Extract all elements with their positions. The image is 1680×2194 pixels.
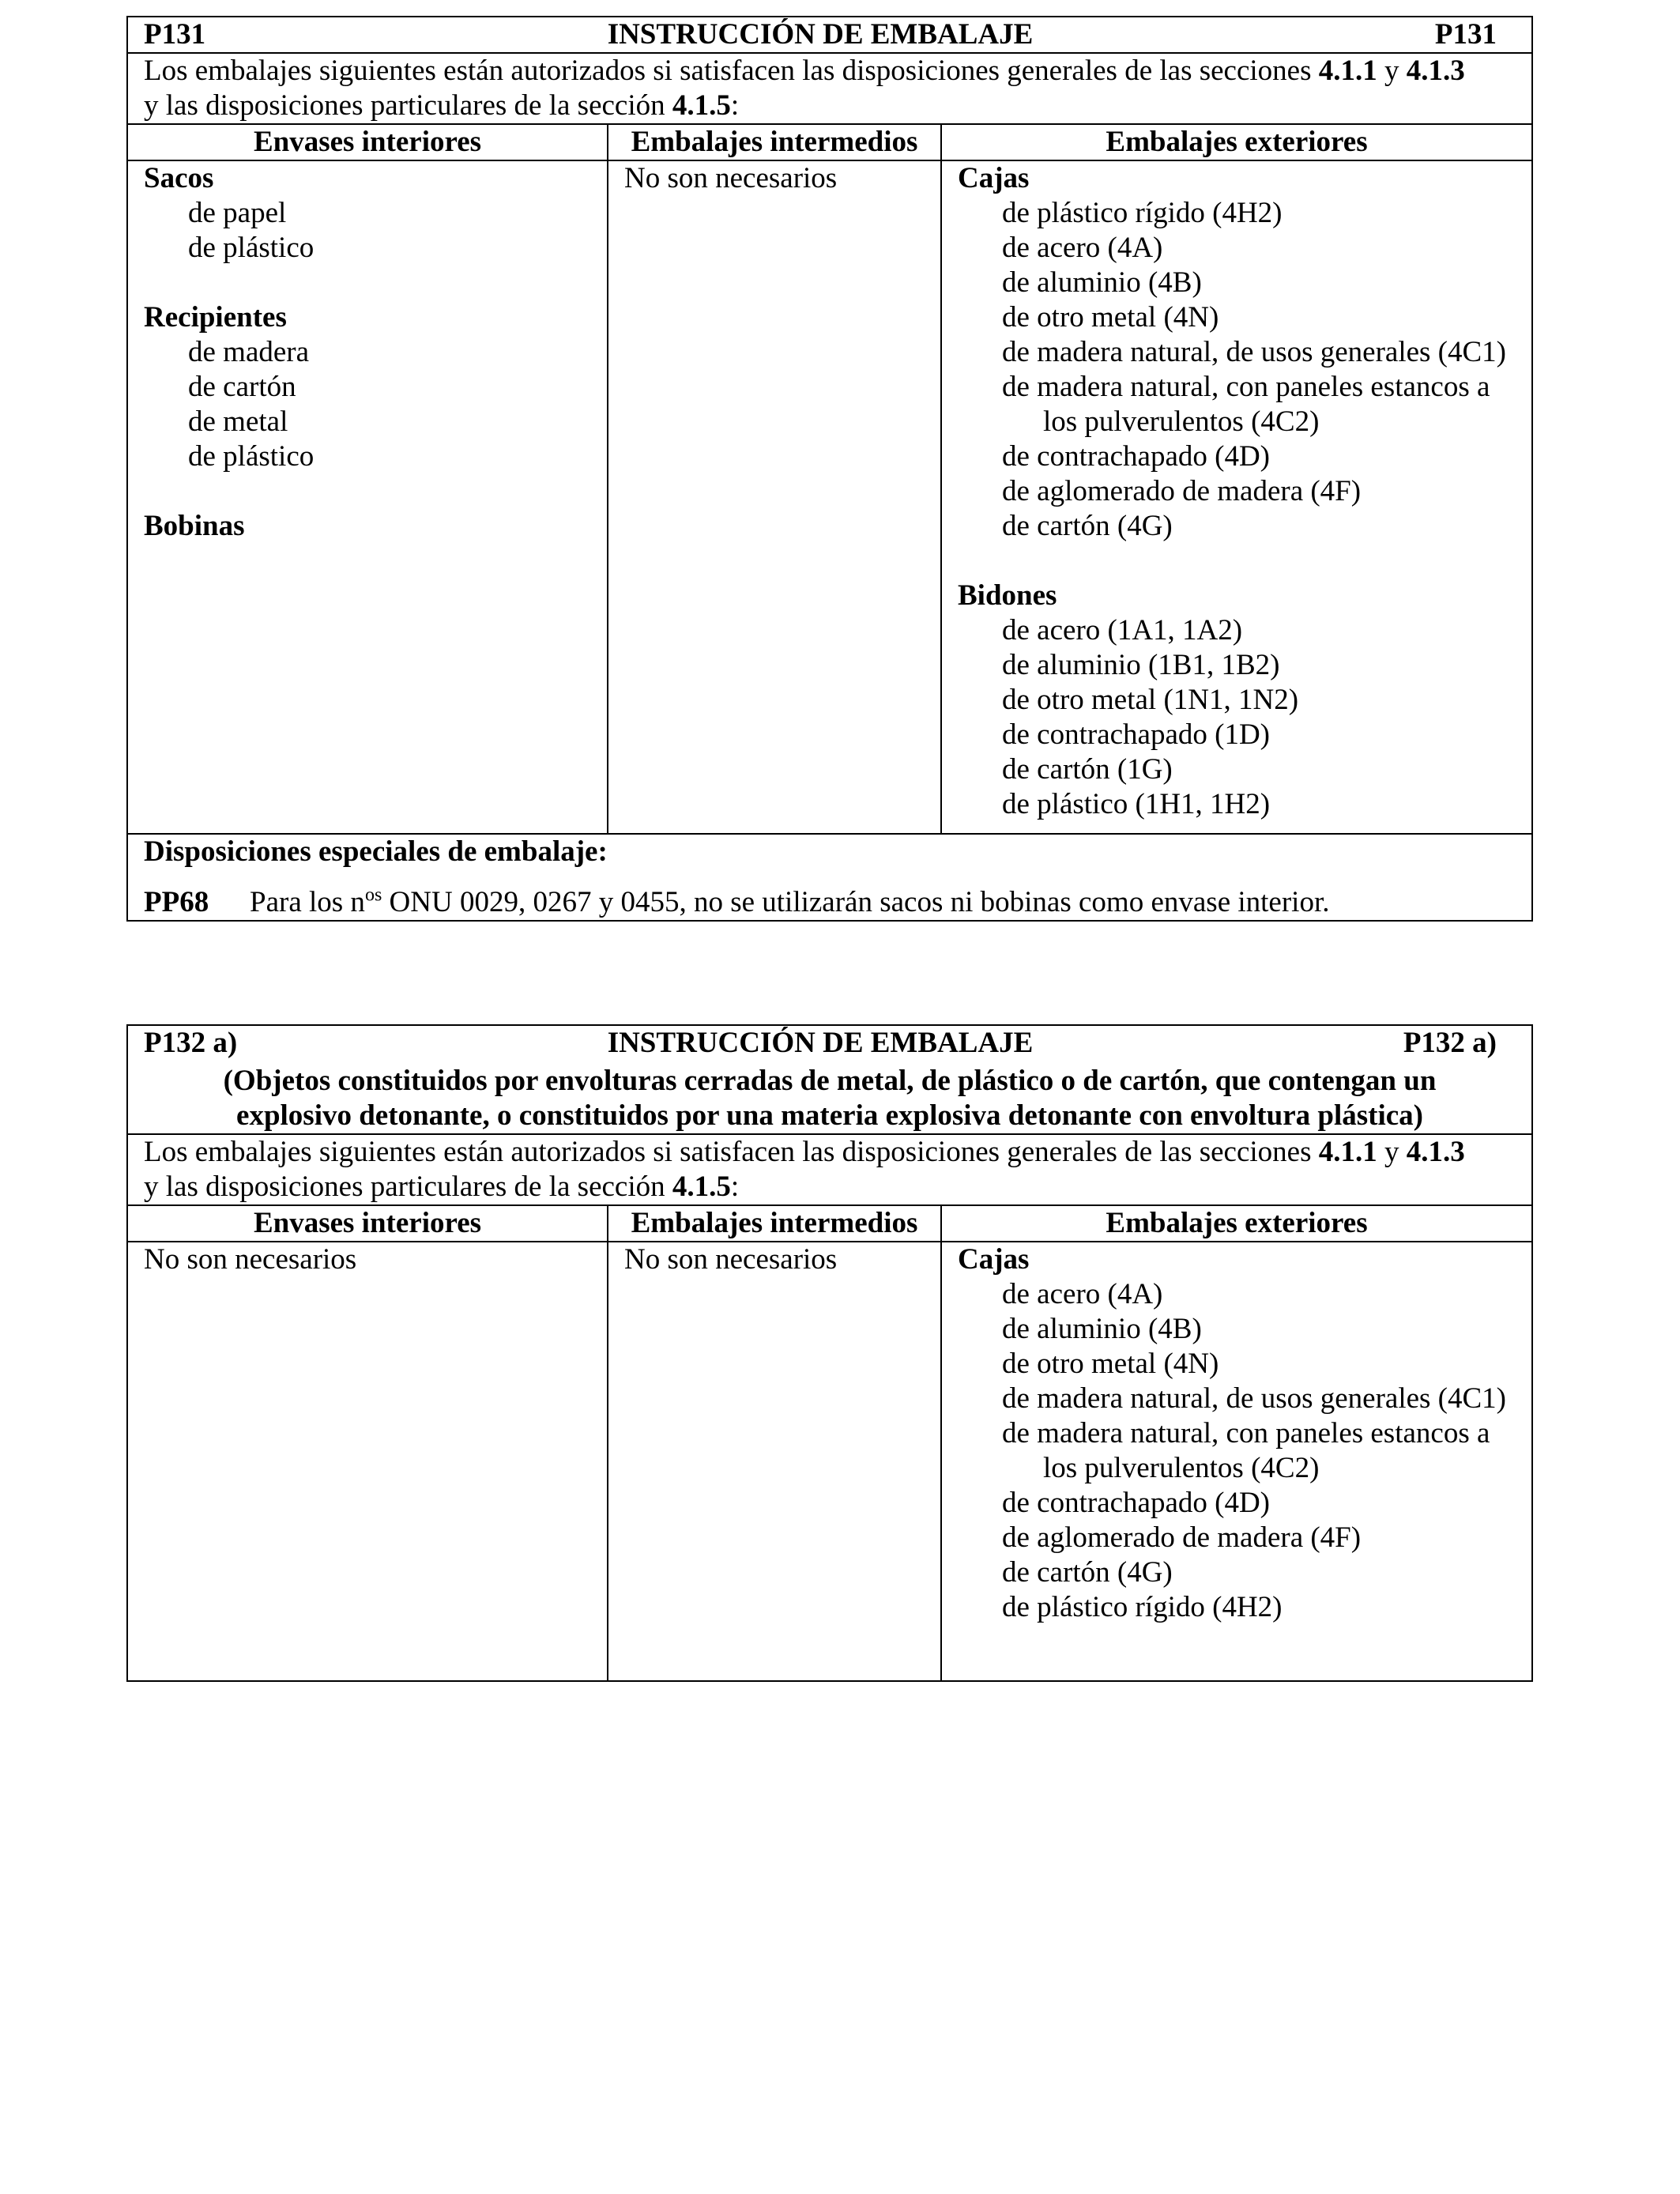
col-header-intermediate: Embalajes intermedios xyxy=(608,124,941,160)
p131-header xyxy=(127,17,1532,53)
list-item: de otro metal (1N1, 1N2) xyxy=(1002,684,1299,716)
p132a-outer-packagings xyxy=(941,1242,1532,1681)
list-item: de contrachapado (4D) xyxy=(1002,440,1270,473)
list-item: de aglomerado de madera (4F) xyxy=(1002,475,1362,507)
p131-title: INSTRUCCIÓN DE EMBALAJE xyxy=(607,18,1034,51)
list-item: de papel xyxy=(188,197,287,229)
list-item: de plástico rígido (4H2) xyxy=(1002,1591,1283,1623)
p132a-code-left: P132 a) xyxy=(144,1027,238,1059)
col-header-inner: Envases interiores xyxy=(127,124,608,160)
list-item: de aluminio (1B1, 1B2) xyxy=(1002,649,1280,681)
list-item: de madera natural, con paneles estancos a xyxy=(1002,371,1490,403)
list-item: de aglomerado de madera (4F) xyxy=(1002,1521,1362,1554)
p131-special-provisions xyxy=(127,834,1532,921)
list-item: de madera natural, con paneles estancos a xyxy=(1002,1417,1490,1449)
p131-intro: Los embalajes siguientes están autorizados si satisfacen las disposiciones generales de las secciones 4.1.1 y 4.1.3 y las disposiciones particulares de la sección 4.1.5: xyxy=(127,53,1532,124)
list-item: de acero (4A) xyxy=(1002,232,1163,264)
list-item: de metal xyxy=(188,405,288,438)
document-page xyxy=(126,16,1531,1682)
p131-inner-packagings xyxy=(127,160,608,834)
p131-code-right: P131 xyxy=(1434,18,1497,51)
category-bobinas: Bobinas xyxy=(144,510,245,542)
p132a-intro: Los embalajes siguientes están autorizados si satisfacen las disposiciones generales de las secciones 4.1.1 y 4.1.3 y las disposiciones particulares de la sección 4.1.5: xyxy=(127,1134,1532,1205)
special-provision-text: Para los $n^{os}$ ONU 0029, 0267 y 0455, no se utilizarán sacos ni bobinas como envase interior. xyxy=(250,884,1330,918)
list-item: de aluminio (4B) xyxy=(1002,266,1202,299)
list-item: de contrachapado (4D) xyxy=(1002,1487,1270,1519)
list-item: de plástico rígido (4H2) xyxy=(1002,197,1283,229)
category-recipientes: Recipientes xyxy=(144,301,287,334)
p132a-subtitle: (Objetos constituidos por envolturas cerradas de metal, de plástico o de cartón, que contengan un explosivo detonante, o constituidos por una materia explosiva detonante con envoltura plástica) xyxy=(223,1065,1437,1132)
category-sacos: Sacos xyxy=(144,162,214,194)
category-bidones: Bidones xyxy=(958,579,1057,612)
special-provision-pp68 xyxy=(144,885,1516,920)
list-item: de contrachapado (1D) xyxy=(1002,718,1270,751)
p132a-inner-packagings: No son necesarios xyxy=(127,1242,608,1681)
p132a-code-right: P132 a) xyxy=(1403,1027,1497,1059)
col-header-outer: Embalajes exteriores xyxy=(941,1205,1532,1242)
p131-intermediate-packagings: No son necesarios xyxy=(608,160,941,834)
col-header-outer: Embalajes exteriores xyxy=(941,124,1532,160)
list-item: de cartón (1G) xyxy=(1002,753,1173,786)
p131-code-left: P131 xyxy=(144,18,206,51)
special-provision-code: PP68 xyxy=(144,886,209,918)
list-item-continuation: los pulverulentos (4C2) xyxy=(1043,1452,1320,1484)
list-item: de acero (4A) xyxy=(1002,1278,1163,1310)
p132a-header xyxy=(127,1025,1532,1134)
list-item: de otro metal (4N) xyxy=(1002,301,1219,334)
special-provisions-title: Disposiciones especiales de embalaje: xyxy=(144,835,608,868)
list-item: de acero (1A1, 1A2) xyxy=(1002,614,1243,647)
col-header-inner: Envases interiores xyxy=(127,1205,608,1242)
p131-outer-packagings xyxy=(941,160,1532,834)
packing-instruction-p132a xyxy=(126,1024,1533,1682)
list-item-continuation: los pulverulentos (4C2) xyxy=(1043,405,1320,438)
list-item: de cartón xyxy=(188,371,296,403)
list-item: de plástico xyxy=(188,232,315,264)
list-item: de plástico (1H1, 1H2) xyxy=(1002,788,1271,820)
col-header-intermediate: Embalajes intermedios xyxy=(608,1205,941,1242)
list-item: de madera xyxy=(188,336,310,368)
list-item: de cartón (4G) xyxy=(1002,1556,1173,1589)
list-item: de otro metal (4N) xyxy=(1002,1348,1219,1380)
p132a-intermediate-packagings: No son necesarios xyxy=(608,1242,941,1681)
category-cajas: Cajas xyxy=(958,162,1030,194)
p132a-title: INSTRUCCIÓN DE EMBALAJE xyxy=(607,1027,1034,1059)
category-cajas: Cajas xyxy=(958,1243,1030,1276)
list-item: de madera natural, de usos generales (4C1) xyxy=(1002,1382,1506,1415)
packing-instruction-p131 xyxy=(126,16,1533,922)
list-item: de madera natural, de usos generales (4C1) xyxy=(1002,336,1506,368)
list-item: de plástico xyxy=(188,440,315,473)
list-item: de cartón (4G) xyxy=(1002,510,1173,542)
list-item: de aluminio (4B) xyxy=(1002,1313,1202,1345)
